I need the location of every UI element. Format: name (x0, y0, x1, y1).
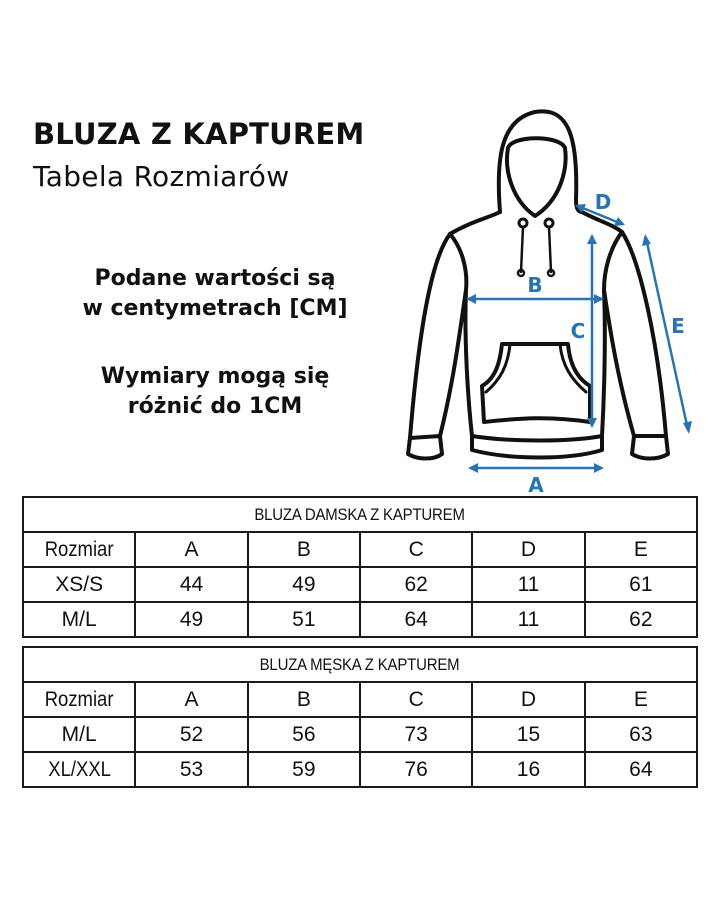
value-cell: 49 (135, 602, 247, 637)
table-row (23, 567, 697, 602)
label-a: A (528, 473, 544, 497)
label-e: E (671, 314, 685, 338)
column-header: E (585, 532, 697, 567)
value-cell: 62 (585, 602, 697, 637)
value-cell: 61 (585, 567, 697, 602)
page-title: BLUZA Z KAPTUREM (33, 117, 365, 151)
tolerance-note-line-2: różnić do 1CM (127, 394, 303, 419)
units-note (30, 264, 400, 324)
tolerance-note-line-1: Wymiary mogą się (100, 364, 330, 389)
value-cell: 16 (472, 752, 584, 787)
value-cell: 52 (135, 717, 247, 752)
womens-size-table (22, 496, 698, 638)
value-cell: 63 (585, 717, 697, 752)
column-header: D (472, 682, 584, 717)
value-cell: 11 (472, 602, 584, 637)
size-cell: M/L (23, 602, 135, 637)
table-caption: BLUZA MĘSKA Z KAPTUREM (23, 647, 697, 682)
value-cell: 56 (248, 717, 360, 752)
units-note-line-1: Podane wartości są (94, 266, 336, 291)
size-cell: XL/XXL (23, 752, 135, 787)
table-caption-row (23, 497, 697, 532)
value-cell: 64 (585, 752, 697, 787)
column-header: Rozmiar (23, 532, 135, 567)
tolerance-note (30, 362, 400, 422)
column-header: C (360, 532, 472, 567)
size-cell: XS/S (23, 567, 135, 602)
value-cell: 49 (248, 567, 360, 602)
column-header: D (472, 532, 584, 567)
column-header: B (248, 682, 360, 717)
column-header: A (135, 682, 247, 717)
table-row (23, 752, 697, 787)
value-cell: 44 (135, 567, 247, 602)
table-row (23, 602, 697, 637)
column-header: A (135, 532, 247, 567)
value-cell: 11 (472, 567, 584, 602)
value-cell: 73 (360, 717, 472, 752)
label-b: B (527, 273, 543, 297)
column-header: Rozmiar (23, 682, 135, 717)
value-cell: 15 (472, 717, 584, 752)
column-header: C (360, 682, 472, 717)
value-cell: 51 (248, 602, 360, 637)
table-header-row (23, 682, 697, 717)
label-c: C (570, 319, 586, 343)
table-caption: BLUZA DAMSKA Z KAPTUREM (23, 497, 697, 532)
value-cell: 53 (135, 752, 247, 787)
hoodie-measurement-diagram (400, 100, 720, 500)
label-d: D (594, 190, 612, 214)
value-cell: 76 (360, 752, 472, 787)
units-note-line-2: w centymetrach [CM] (82, 296, 348, 321)
table-caption-row (23, 647, 697, 682)
mens-size-table (22, 646, 698, 788)
value-cell: 62 (360, 567, 472, 602)
size-cell: M/L (23, 717, 135, 752)
table-row (23, 717, 697, 752)
value-cell: 59 (248, 752, 360, 787)
column-header: E (585, 682, 697, 717)
page-subtitle: Tabela Rozmiarów (33, 160, 290, 193)
value-cell: 64 (360, 602, 472, 637)
table-header-row (23, 532, 697, 567)
column-header: B (248, 532, 360, 567)
